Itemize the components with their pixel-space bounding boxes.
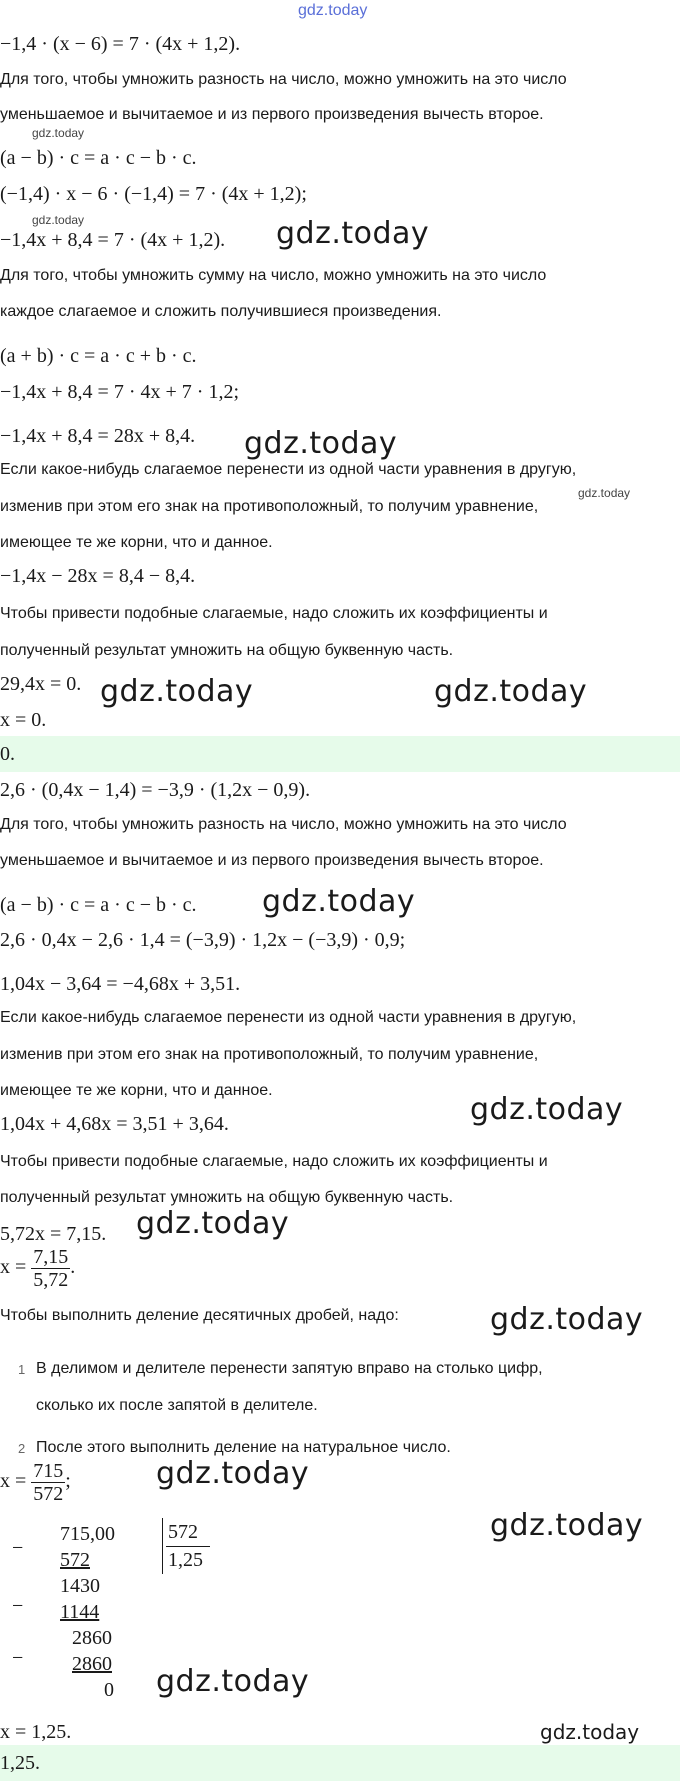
watermark-small: gdz.today <box>32 213 85 227</box>
fraction-numerator: 715 <box>33 1460 64 1482</box>
rule-move-line1: Если какое-нибудь слагаемое перенести из одной части уравнения в другую, <box>0 461 577 478</box>
formula-diff: (a − b) · c = a · c − b · c. <box>0 147 197 169</box>
watermark-big: gdz.today <box>156 1456 310 1491</box>
division-minus: − <box>12 1537 24 1559</box>
step-4: −1,4x + 8,4 = 28x + 8,4. <box>0 425 196 447</box>
step-2: 1,04x − 3,64 = −4,68x + 3,51. <box>0 973 241 995</box>
watermark-big: gdz.today <box>244 426 398 461</box>
step-2: −1,4x + 8,4 = 7 · (4x + 1,2). <box>0 229 226 251</box>
rule-division: Чтобы выполнить деление десятичных дробей, надо: <box>0 1307 399 1324</box>
answer-1: 0. <box>0 743 15 765</box>
watermark-small: gdz.today <box>578 486 631 500</box>
x-fraction-2 <box>0 1460 71 1505</box>
step-3: −1,4x + 8,4 = 7 · 4x + 7 · 1,2; <box>0 381 239 403</box>
division-quotient: 1,25 <box>168 1549 203 1571</box>
fraction-tail: ; <box>65 1470 71 1493</box>
list-item-number: 2 <box>18 1441 26 1456</box>
answer-band <box>0 736 680 772</box>
formula-diff: (a − b) · c = a · c − b · c. <box>0 894 197 916</box>
watermark-medium: gdz.today <box>540 1720 640 1744</box>
rule-diff-line1: Для того, чтобы умножить разность на число, можно умножить на это число <box>0 816 567 833</box>
watermark-big: gdz.today <box>434 674 588 709</box>
division-row: 1430 <box>60 1575 100 1597</box>
rule-diff-line1: Для того, чтобы умножить разность на число, можно умножить на это число <box>0 71 567 88</box>
rule-move-line2: изменив при этом его знак на противоположный, то получим уравнение, <box>0 498 539 515</box>
rule-sum-line2: каждое слагаемое и сложить получившиеся произведения. <box>0 303 442 320</box>
watermark-big: gdz.today <box>156 1664 310 1699</box>
step-3: 1,04x + 4,68x = 3,51 + 3,64. <box>0 1113 229 1135</box>
list-item-1-line1: В делимом и делителе перенести запятую вправо на столько цифр, <box>36 1360 543 1377</box>
division-bar-vertical <box>162 1518 163 1574</box>
fraction-numerator: 7,15 <box>33 1246 69 1268</box>
division-divisor: 572 <box>168 1521 198 1543</box>
equation-1: −1,4 · (x − 6) = 7 · (4x + 1,2). <box>0 33 241 55</box>
watermark-top: gdz.today <box>298 2 368 19</box>
division-minus: − <box>12 1595 24 1617</box>
division-row: 1144 <box>60 1601 100 1623</box>
step-4: 5,72x = 7,15. <box>0 1223 107 1245</box>
rule-like-line1: Чтобы привести подобные слагаемые, надо сложить их коэффициенты и <box>0 1153 548 1170</box>
rule-move-line3: имеющее те же корни, что и данное. <box>0 534 273 551</box>
fraction-denominator: 572 <box>33 1483 64 1505</box>
step-1: 2,6 · 0,4x − 2,6 · 1,4 = (−3,9) · 1,2x − (−3,9) · 0,9; <box>0 929 406 951</box>
division-row: 2860 <box>72 1653 112 1675</box>
fraction-denominator: 5,72 <box>33 1269 69 1291</box>
watermark-big: gdz.today <box>100 674 254 709</box>
rule-sum-line1: Для того, чтобы умножить сумму на число, можно умножить на это число <box>0 267 547 284</box>
step-6: 29,4x = 0. <box>0 673 82 695</box>
x-fraction-1 <box>0 1246 75 1291</box>
watermark-small: gdz.today <box>32 126 85 140</box>
rule-like-line2: полученный результат умножить на общую буквенную часть. <box>0 642 454 659</box>
watermark-big: gdz.today <box>262 884 416 919</box>
division-minus: − <box>12 1647 24 1669</box>
step-7: x = 0. <box>0 709 47 731</box>
division-dividend: 715,00 <box>60 1523 115 1545</box>
list-item-number: 1 <box>18 1362 26 1377</box>
watermark-big: gdz.today <box>490 1508 644 1543</box>
rule-like-line2: полученный результат умножить на общую буквенную часть. <box>0 1189 454 1206</box>
result: x = 1,25. <box>0 1721 72 1743</box>
rule-move-line2: изменив при этом его знак на противоположный, то получим уравнение, <box>0 1046 539 1063</box>
rule-like-line1: Чтобы привести подобные слагаемые, надо сложить их коэффициенты и <box>0 605 548 622</box>
rule-move-line3: имеющее те же корни, что и данное. <box>0 1082 273 1099</box>
answer-band <box>0 1745 680 1781</box>
fraction-tail: . <box>70 1256 76 1279</box>
watermark-big: gdz.today <box>490 1302 644 1337</box>
equation-2: 2,6 · (0,4x − 1,4) = −3,9 · (1,2x − 0,9). <box>0 779 311 801</box>
watermark-big: gdz.today <box>136 1206 290 1241</box>
division-row: 572 <box>60 1549 90 1571</box>
answer-2: 1,25. <box>0 1752 40 1774</box>
division-row: 0 <box>104 1679 114 1701</box>
rule-diff-line2: уменьшаемое и вычитаемое и из первого произведения вычесть второе. <box>0 106 544 123</box>
division-bar-horizontal <box>166 1546 210 1547</box>
fraction <box>31 1460 65 1505</box>
watermark-big: gdz.today <box>276 216 430 251</box>
step-5: −1,4x − 28x = 8,4 − 8,4. <box>0 565 196 587</box>
list-item-1-line2: сколько их после запятой в делителе. <box>36 1397 318 1414</box>
fraction <box>31 1246 70 1291</box>
x-equals: x = <box>0 1470 27 1493</box>
x-equals: x = <box>0 1256 27 1279</box>
step-1: (−1,4) · x − 6 · (−1,4) = 7 · (4x + 1,2); <box>0 183 307 205</box>
watermark-big: gdz.today <box>470 1092 624 1127</box>
division-row: 2860 <box>72 1627 112 1649</box>
list-item-2-line1: После этого выполнить деление на натуральное число. <box>36 1439 451 1456</box>
rule-move-line1: Если какое-нибудь слагаемое перенести из одной части уравнения в другую, <box>0 1009 577 1026</box>
rule-diff-line2: уменьшаемое и вычитаемое и из первого произведения вычесть второе. <box>0 852 544 869</box>
formula-sum: (a + b) · c = a · c + b · c. <box>0 345 197 367</box>
